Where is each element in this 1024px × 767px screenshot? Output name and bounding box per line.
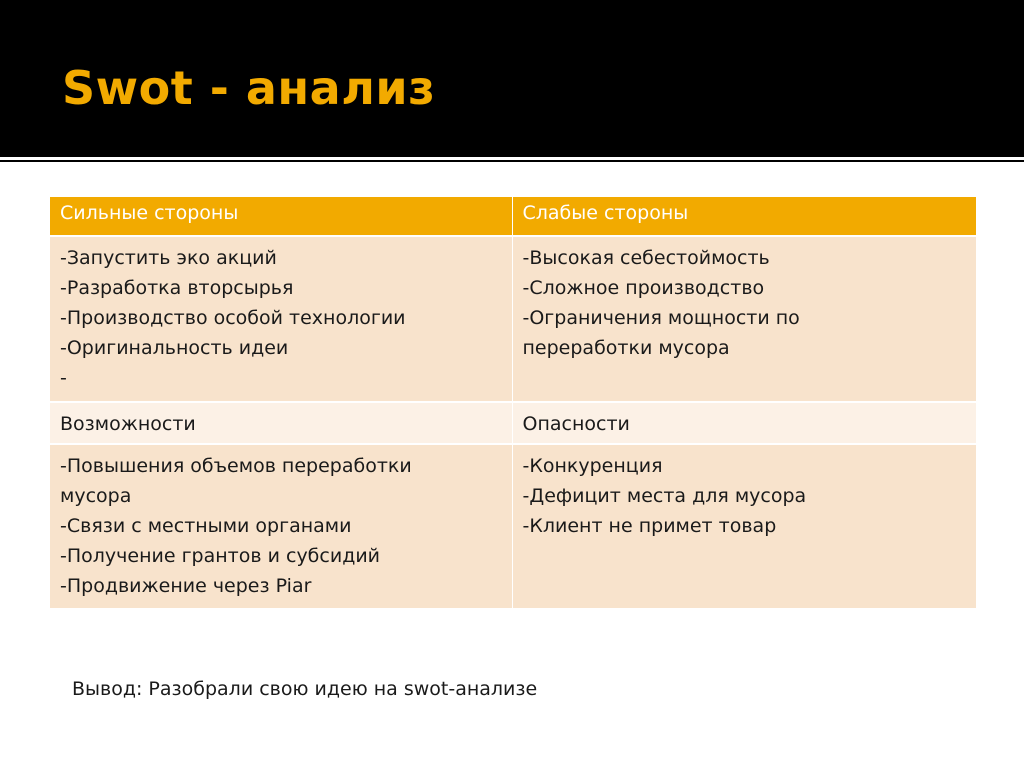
threat-item: -Конкуренция (522, 455, 663, 477)
opportunity-item: -Получение грантов и субсидий (60, 545, 381, 567)
strength-item: - (60, 367, 67, 389)
subheader-opportunities: Возможности (50, 402, 512, 444)
table-subheader-row (50, 402, 976, 444)
strength-item: -Оригинальность идеи (60, 337, 289, 359)
table-header-row (50, 197, 976, 236)
opportunity-item: -Повышения объемов переработки мусора (60, 455, 412, 507)
slide-title: Swot - анализ (62, 61, 436, 115)
table-row (50, 444, 976, 608)
strength-item: -Разработка вторсырья (60, 277, 294, 299)
opportunity-item: -Связи с местными органами (60, 515, 352, 537)
weaknesses-cell (512, 236, 976, 402)
opportunities-cell (50, 444, 512, 608)
weakness-item: -Ограничения мощности по переработки мусора (522, 307, 800, 359)
weakness-item: -Сложное производство (522, 277, 765, 299)
threat-item: -Клиент не примет товар (522, 515, 777, 537)
conclusion-text: Вывод: Разобрали свою идею на swot-анализе (72, 678, 538, 700)
strength-item: -Запустить эко акций (60, 247, 277, 269)
opportunity-item: -Продвижение через Piar (60, 575, 312, 597)
strengths-cell (50, 236, 512, 402)
title-divider (0, 160, 1024, 162)
threats-cell (512, 444, 976, 608)
header-weaknesses: Слабые стороны (512, 197, 976, 236)
table-row (50, 236, 976, 402)
strength-item: -Производство особой технологии (60, 307, 406, 329)
header-strengths: Сильные стороны (50, 197, 512, 236)
subheader-threats: Опасности (512, 402, 976, 444)
swot-table (50, 197, 976, 608)
weakness-item: -Высокая себестоймость (522, 247, 770, 269)
threat-item: -Дефицит места для мусора (522, 485, 807, 507)
